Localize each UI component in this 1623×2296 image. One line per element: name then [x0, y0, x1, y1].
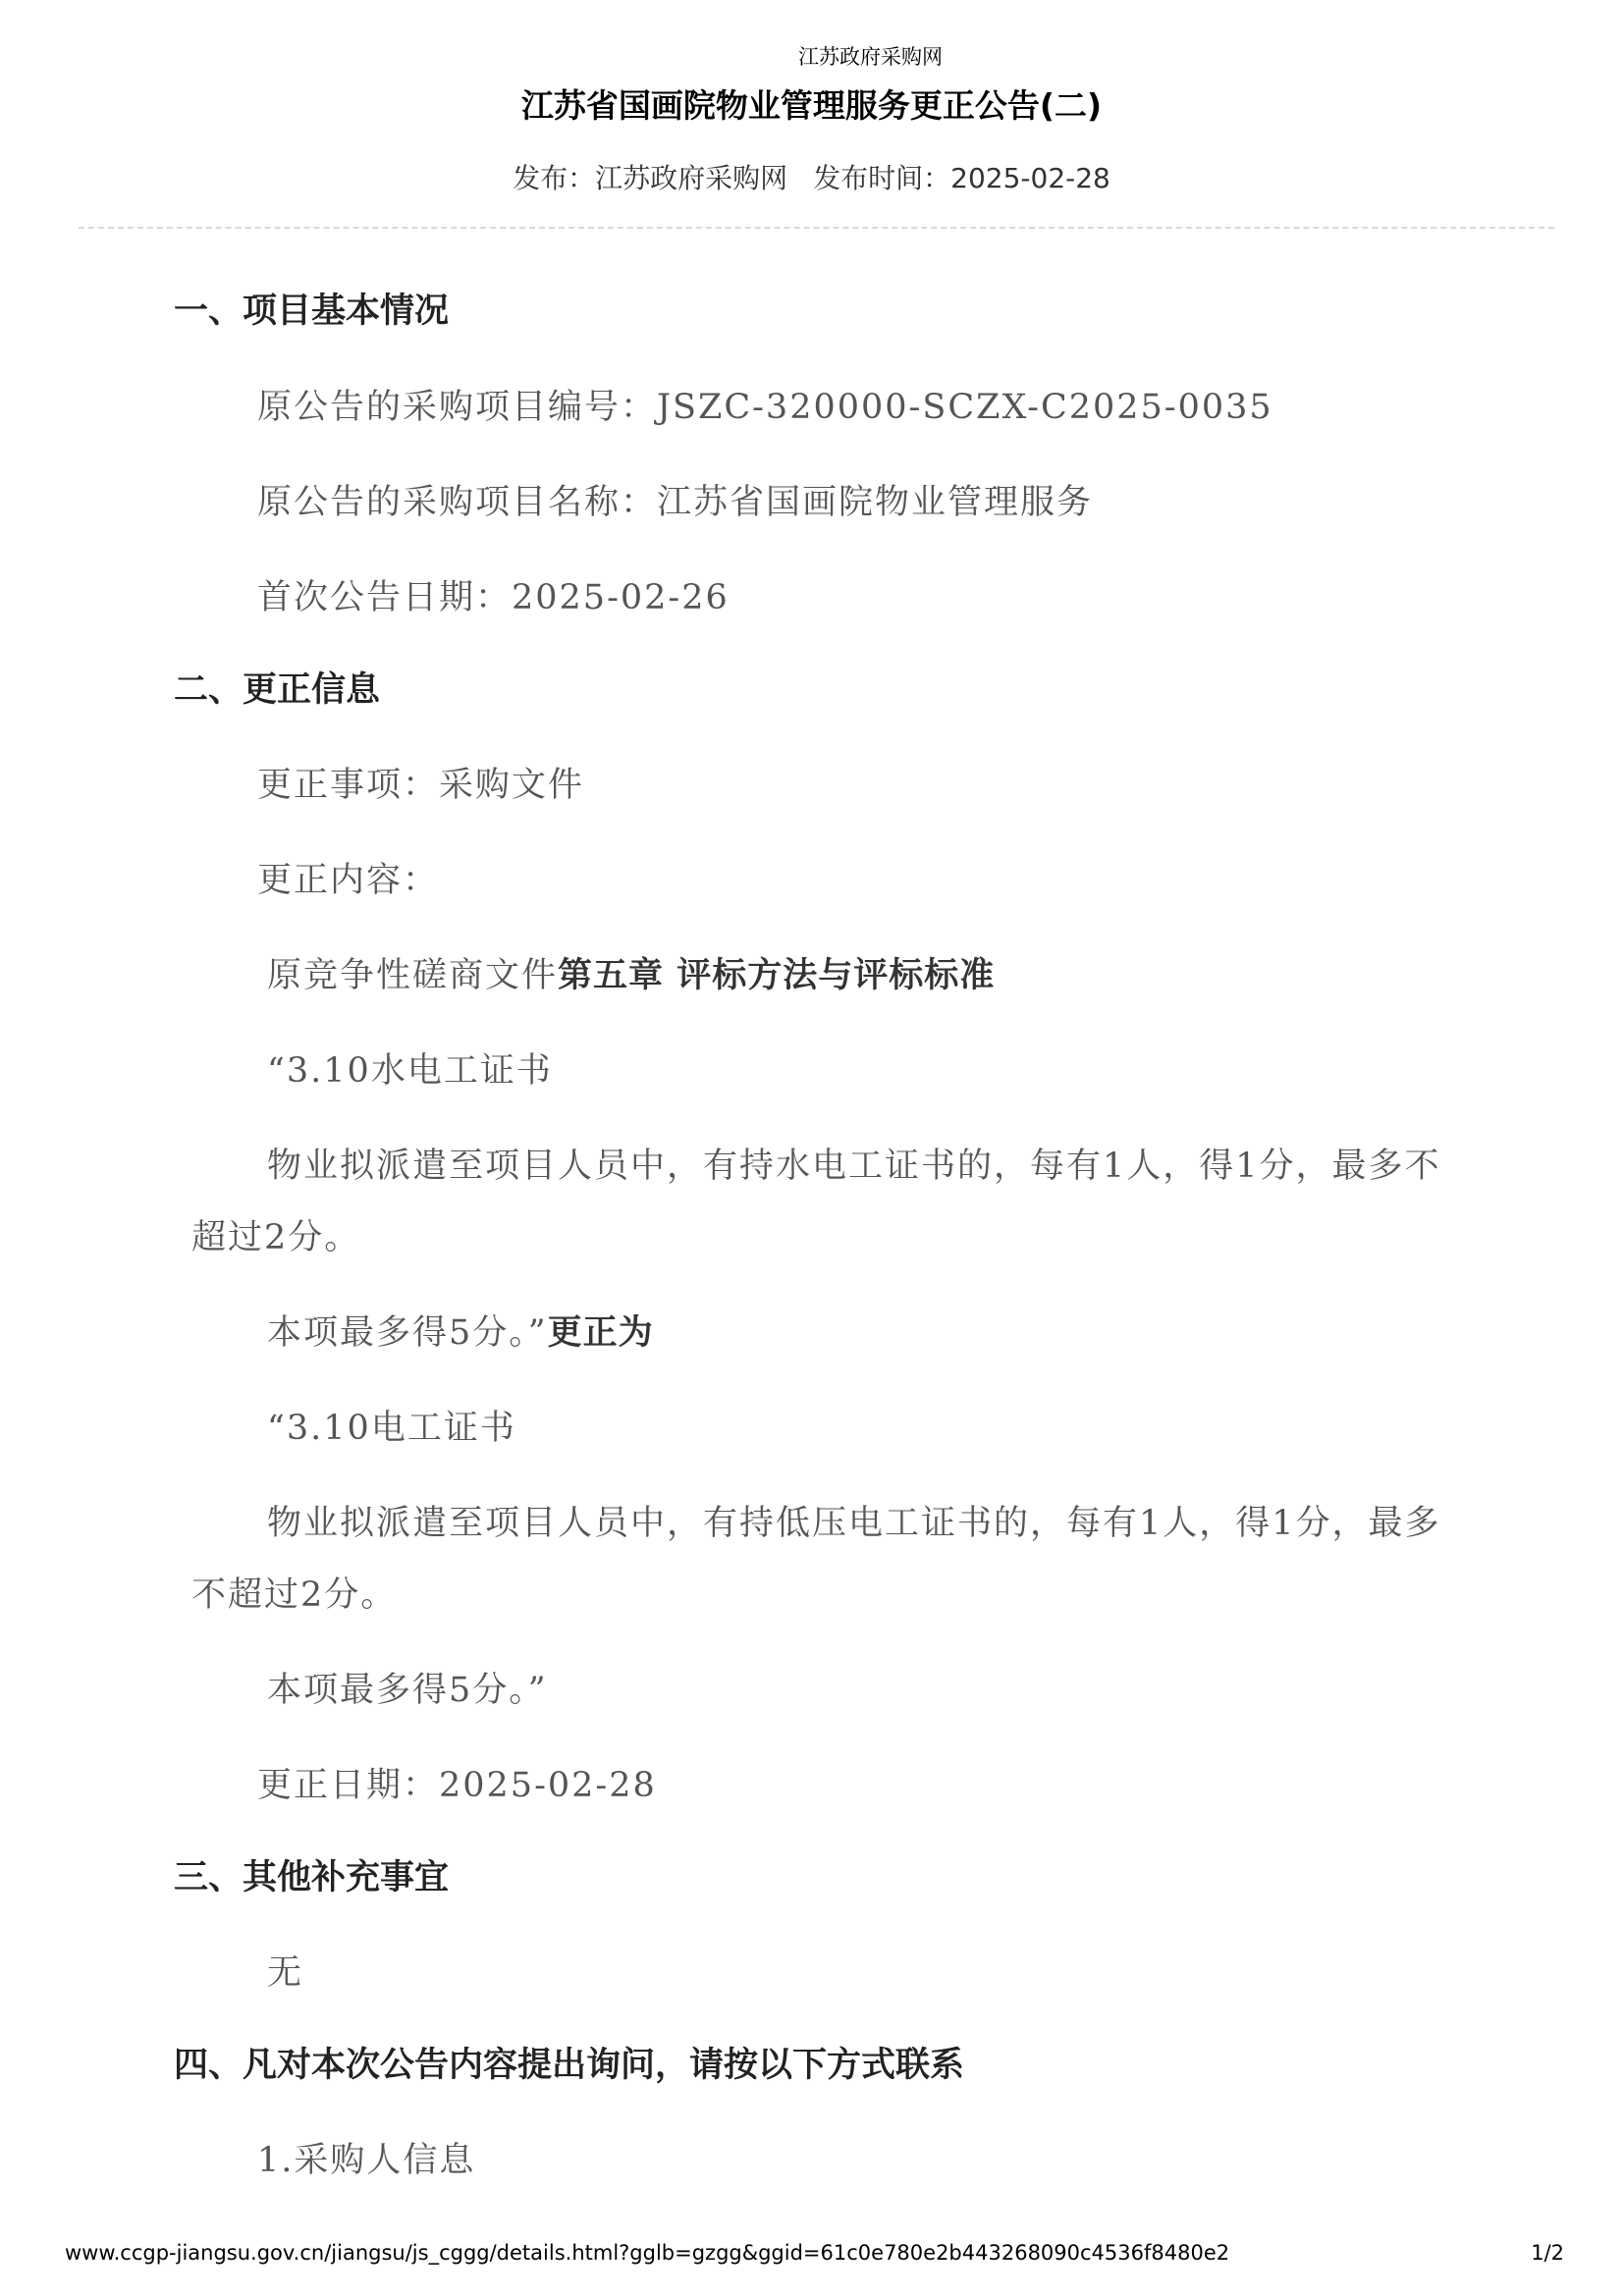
correction-item: 更正事项：采购文件: [257, 766, 585, 805]
publisher: 发布：江苏政府采购网: [513, 162, 788, 194]
section-heading-correction-info: 二、更正信息: [174, 670, 381, 710]
old-max-score-text: 本项最多得5分。”: [267, 1313, 548, 1353]
site-name: 江苏政府采购网: [798, 45, 943, 69]
page-title: 江苏省国画院物业管理服务更正公告(二): [520, 86, 1103, 125]
new-clause-title: “3.10电工证书: [267, 1409, 516, 1448]
original-project-name: 原公告的采购项目名称：江苏省国画院物业管理服务: [257, 483, 1094, 522]
old-clause-title: “3.10水电工证书: [267, 1051, 553, 1091]
publish-time: 发布时间：2025-02-28: [813, 162, 1110, 194]
section-heading-other-matters: 三、其他补充事宜: [174, 1858, 450, 1897]
original-document-prefix: 原竞争性磋商文件: [267, 956, 559, 995]
first-announcement-date: 首次公告日期：2025-02-26: [257, 578, 730, 617]
original-document-reference: [267, 948, 995, 997]
new-rule-line-2: 不超过2分。: [191, 1575, 398, 1615]
new-max-score: 本项最多得5分。”: [267, 1671, 548, 1710]
other-matters-text: 无: [267, 1953, 304, 1993]
footer-url: www.ccgp-jiangsu.gov.cn/jiangsu/js_cggg/details.html?gglb=gzgg&ggid=61c0e780e2b443268090c4536f8480e2: [65, 2241, 1230, 2265]
old-rule-line-1: 物业拟派遣至项目人员中，有持水电工证书的，每有1人，得1分，最多不: [267, 1147, 1441, 1186]
correction-date: 更正日期：2025-02-28: [257, 1766, 657, 1805]
page-number: 1/2: [1531, 2241, 1564, 2265]
section-heading-contact: 四、凡对本次公告内容提出询问，请按以下方式联系: [174, 2046, 965, 2085]
correction-content-label: 更正内容：: [257, 861, 440, 900]
original-chapter: 第五章 评标方法与评标标准: [558, 956, 996, 995]
old-rule-line-2: 超过2分。: [191, 1218, 361, 1257]
changed-to-label: 更正为: [547, 1313, 654, 1353]
new-rule-line-1: 物业拟派遣至项目人员中，有持低压电工证书的，每有1人，得1分，最多: [267, 1504, 1441, 1543]
section-heading-basic-info: 一、项目基本情况: [174, 292, 450, 331]
old-max-score: [267, 1306, 654, 1355]
original-project-number: 原公告的采购项目编号：JSZC-320000-SCZX-C2025-0035: [257, 388, 1273, 427]
purchaser-info-label: 1.采购人信息: [257, 2141, 476, 2180]
